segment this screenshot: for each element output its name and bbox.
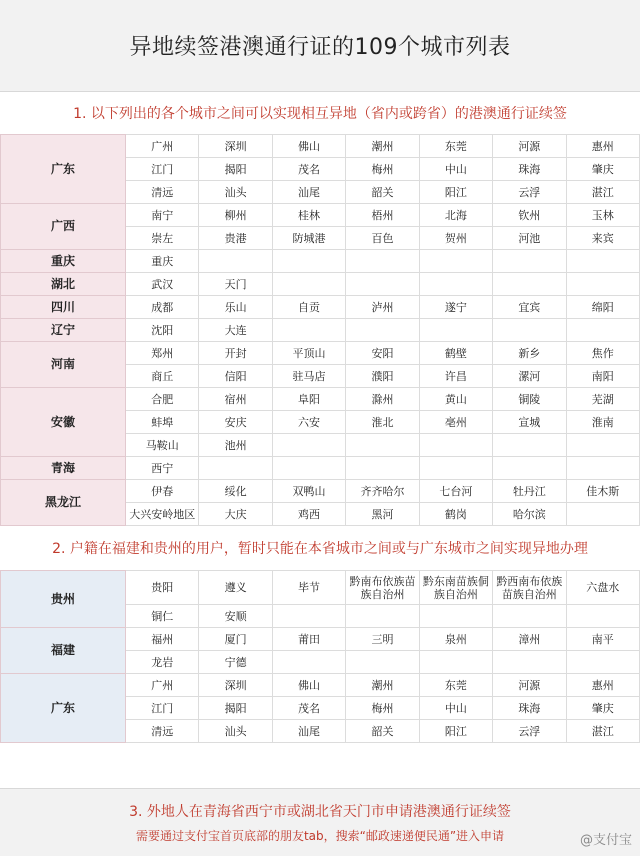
city-cell: 江门 bbox=[126, 158, 199, 181]
city-cell: 毕节 bbox=[272, 571, 345, 605]
city-cell bbox=[566, 319, 639, 342]
province-cell: 河南 bbox=[1, 342, 126, 388]
footer-line-2: 需要通过支付宝首页底部的朋友tab，搜索“邮政速递便民通”进入申请 bbox=[135, 829, 505, 843]
city-cell: 开封 bbox=[199, 342, 272, 365]
city-cell: 郑州 bbox=[126, 342, 199, 365]
city-cell: 潮州 bbox=[346, 674, 419, 697]
city-cell: 阜阳 bbox=[272, 388, 345, 411]
city-cell: 泸州 bbox=[346, 296, 419, 319]
city-cell: 池州 bbox=[199, 434, 272, 457]
city-cell: 信阳 bbox=[199, 365, 272, 388]
city-cell bbox=[419, 273, 492, 296]
city-cell: 百色 bbox=[346, 227, 419, 250]
city-cell: 梅州 bbox=[346, 158, 419, 181]
city-cell: 梧州 bbox=[346, 204, 419, 227]
city-cell: 贵阳 bbox=[126, 571, 199, 605]
city-cell: 茂名 bbox=[272, 697, 345, 720]
city-cell bbox=[566, 503, 639, 526]
city-cell: 河源 bbox=[493, 135, 566, 158]
city-cell: 东莞 bbox=[419, 135, 492, 158]
province-cell: 青海 bbox=[1, 457, 126, 480]
city-cell: 玉林 bbox=[566, 204, 639, 227]
city-cell bbox=[419, 457, 492, 480]
province-cell: 广东 bbox=[1, 674, 126, 743]
city-cell: 广州 bbox=[126, 135, 199, 158]
city-cell: 钦州 bbox=[493, 204, 566, 227]
city-cell: 重庆 bbox=[126, 250, 199, 273]
city-cell: 梅州 bbox=[346, 697, 419, 720]
city-cell: 佛山 bbox=[272, 135, 345, 158]
city-cell: 濮阳 bbox=[346, 365, 419, 388]
city-cell: 遂宁 bbox=[419, 296, 492, 319]
city-cell: 韶关 bbox=[346, 720, 419, 743]
city-cell: 汕头 bbox=[199, 720, 272, 743]
city-cell: 大兴安岭地区 bbox=[126, 503, 199, 526]
city-cell: 汕头 bbox=[199, 181, 272, 204]
table-row bbox=[1, 571, 640, 605]
province-cell: 重庆 bbox=[1, 250, 126, 273]
city-cell: 芜湖 bbox=[566, 388, 639, 411]
city-cell: 铜陵 bbox=[493, 388, 566, 411]
table-row bbox=[1, 135, 640, 158]
city-cell bbox=[493, 319, 566, 342]
city-cell: 汕尾 bbox=[272, 720, 345, 743]
city-cell: 鹤壁 bbox=[419, 342, 492, 365]
city-cell: 北海 bbox=[419, 204, 492, 227]
city-cell: 珠海 bbox=[493, 158, 566, 181]
city-cell bbox=[272, 457, 345, 480]
city-cell: 安庆 bbox=[199, 411, 272, 434]
city-cell: 阳江 bbox=[419, 720, 492, 743]
city-cell: 珠海 bbox=[493, 697, 566, 720]
city-cell: 淮南 bbox=[566, 411, 639, 434]
city-cell: 广州 bbox=[126, 674, 199, 697]
city-cell bbox=[566, 273, 639, 296]
city-cell: 江门 bbox=[126, 697, 199, 720]
city-cell: 绥化 bbox=[199, 480, 272, 503]
city-cell: 亳州 bbox=[419, 411, 492, 434]
city-cell: 黔南布依族苗族自治州 bbox=[346, 571, 419, 605]
section2-heading: 2. 户籍在福建和贵州的用户，暂时只能在本省城市之间或与广东城市之间实现异地办理 bbox=[0, 526, 640, 570]
city-cell: 伊春 bbox=[126, 480, 199, 503]
city-cell: 防城港 bbox=[272, 227, 345, 250]
province-cell: 广西 bbox=[1, 204, 126, 250]
city-cell: 贺州 bbox=[419, 227, 492, 250]
province-cell: 福建 bbox=[1, 628, 126, 674]
city-cell: 牡丹江 bbox=[493, 480, 566, 503]
watermark bbox=[580, 829, 632, 848]
city-cell: 漯河 bbox=[493, 365, 566, 388]
city-cell: 厦门 bbox=[199, 628, 272, 651]
city-cell: 乐山 bbox=[199, 296, 272, 319]
city-cell bbox=[346, 250, 419, 273]
city-cell: 遵义 bbox=[199, 571, 272, 605]
city-cell bbox=[493, 605, 566, 628]
city-cell bbox=[493, 457, 566, 480]
table-row bbox=[1, 319, 640, 342]
city-cell: 惠州 bbox=[566, 674, 639, 697]
city-cell: 西宁 bbox=[126, 457, 199, 480]
city-cell: 黔西南布依族苗族自治州 bbox=[493, 571, 566, 605]
city-cell: 许昌 bbox=[419, 365, 492, 388]
city-cell: 汕尾 bbox=[272, 181, 345, 204]
province-cell: 贵州 bbox=[1, 571, 126, 628]
city-cell: 河源 bbox=[493, 674, 566, 697]
city-cell: 哈尔滨 bbox=[493, 503, 566, 526]
city-table-2 bbox=[0, 570, 640, 743]
city-cell bbox=[346, 434, 419, 457]
table-row bbox=[1, 457, 640, 480]
city-cell: 佛山 bbox=[272, 674, 345, 697]
table-row bbox=[1, 204, 640, 227]
city-cell: 中山 bbox=[419, 158, 492, 181]
city-cell: 贵港 bbox=[199, 227, 272, 250]
city-cell bbox=[346, 273, 419, 296]
city-cell: 漳州 bbox=[493, 628, 566, 651]
city-cell: 福州 bbox=[126, 628, 199, 651]
city-cell: 驻马店 bbox=[272, 365, 345, 388]
city-cell bbox=[493, 273, 566, 296]
city-cell bbox=[272, 319, 345, 342]
city-table-1 bbox=[0, 134, 640, 526]
title-band bbox=[0, 0, 640, 92]
city-cell bbox=[346, 457, 419, 480]
province-cell: 四川 bbox=[1, 296, 126, 319]
city-cell: 鸡西 bbox=[272, 503, 345, 526]
city-cell bbox=[493, 651, 566, 674]
city-cell: 合肥 bbox=[126, 388, 199, 411]
table-row bbox=[1, 480, 640, 503]
city-cell: 清远 bbox=[126, 720, 199, 743]
city-cell: 铜仁 bbox=[126, 605, 199, 628]
city-cell: 武汉 bbox=[126, 273, 199, 296]
city-cell: 南平 bbox=[566, 628, 639, 651]
province-cell: 广东 bbox=[1, 135, 126, 204]
city-cell: 潮州 bbox=[346, 135, 419, 158]
city-cell bbox=[493, 250, 566, 273]
alipay-logo: @支付宝 bbox=[579, 833, 632, 848]
city-cell: 宜宾 bbox=[493, 296, 566, 319]
city-cell bbox=[199, 250, 272, 273]
section1-heading: 1. 以下列出的各个城市之间可以实现相互异地（省内或跨省）的港澳通行证续签 bbox=[0, 92, 640, 134]
table-row bbox=[1, 628, 640, 651]
province-cell: 辽宁 bbox=[1, 319, 126, 342]
city-cell: 东莞 bbox=[419, 674, 492, 697]
city-cell: 七台河 bbox=[419, 480, 492, 503]
table-row bbox=[1, 342, 640, 365]
city-cell bbox=[566, 434, 639, 457]
city-cell: 大连 bbox=[199, 319, 272, 342]
city-cell: 莆田 bbox=[272, 628, 345, 651]
city-cell: 六盘水 bbox=[566, 571, 639, 605]
city-cell: 三明 bbox=[346, 628, 419, 651]
city-cell: 沈阳 bbox=[126, 319, 199, 342]
city-cell: 自贡 bbox=[272, 296, 345, 319]
city-cell: 宁德 bbox=[199, 651, 272, 674]
city-cell bbox=[272, 605, 345, 628]
city-cell: 惠州 bbox=[566, 135, 639, 158]
province-cell: 黑龙江 bbox=[1, 480, 126, 526]
city-cell bbox=[419, 250, 492, 273]
city-cell: 佳木斯 bbox=[566, 480, 639, 503]
city-cell: 清远 bbox=[126, 181, 199, 204]
province-cell: 安徽 bbox=[1, 388, 126, 457]
table-row bbox=[1, 273, 640, 296]
city-cell: 龙岩 bbox=[126, 651, 199, 674]
city-cell: 宿州 bbox=[199, 388, 272, 411]
city-cell: 焦作 bbox=[566, 342, 639, 365]
city-cell: 桂林 bbox=[272, 204, 345, 227]
city-cell bbox=[272, 273, 345, 296]
city-cell: 马鞍山 bbox=[126, 434, 199, 457]
footer-line-1: 3. 外地人在青海省西宁市或湖北省天门市申请港澳通行证续签 bbox=[129, 804, 511, 820]
table-row bbox=[1, 296, 640, 319]
city-cell: 新乡 bbox=[493, 342, 566, 365]
page-title: 异地续签港澳通行证的109个城市列表 bbox=[129, 35, 511, 60]
city-cell: 云浮 bbox=[493, 720, 566, 743]
city-cell: 崇左 bbox=[126, 227, 199, 250]
city-cell bbox=[272, 250, 345, 273]
table-row bbox=[1, 388, 640, 411]
city-cell: 云浮 bbox=[493, 181, 566, 204]
city-cell: 平顶山 bbox=[272, 342, 345, 365]
city-cell: 肇庆 bbox=[566, 158, 639, 181]
city-cell bbox=[419, 651, 492, 674]
city-cell: 安阳 bbox=[346, 342, 419, 365]
city-cell: 揭阳 bbox=[199, 158, 272, 181]
city-cell: 成都 bbox=[126, 296, 199, 319]
city-cell: 商丘 bbox=[126, 365, 199, 388]
city-cell: 黔东南苗族侗族自治州 bbox=[419, 571, 492, 605]
city-cell: 南宁 bbox=[126, 204, 199, 227]
city-cell: 来宾 bbox=[566, 227, 639, 250]
city-cell: 湛江 bbox=[566, 720, 639, 743]
city-cell bbox=[419, 434, 492, 457]
city-cell: 安顺 bbox=[199, 605, 272, 628]
table-row bbox=[1, 674, 640, 697]
city-cell: 双鸭山 bbox=[272, 480, 345, 503]
city-cell: 宣城 bbox=[493, 411, 566, 434]
city-cell: 大庆 bbox=[199, 503, 272, 526]
city-cell: 深圳 bbox=[199, 135, 272, 158]
city-cell: 茂名 bbox=[272, 158, 345, 181]
city-cell: 河池 bbox=[493, 227, 566, 250]
city-cell: 南阳 bbox=[566, 365, 639, 388]
city-cell: 肇庆 bbox=[566, 697, 639, 720]
city-cell: 淮北 bbox=[346, 411, 419, 434]
city-cell: 黑河 bbox=[346, 503, 419, 526]
city-cell: 六安 bbox=[272, 411, 345, 434]
city-cell: 揭阳 bbox=[199, 697, 272, 720]
city-cell bbox=[419, 319, 492, 342]
city-cell: 黄山 bbox=[419, 388, 492, 411]
city-cell bbox=[493, 434, 566, 457]
city-cell: 阳江 bbox=[419, 181, 492, 204]
city-cell: 泉州 bbox=[419, 628, 492, 651]
footer bbox=[0, 788, 640, 856]
city-cell bbox=[272, 434, 345, 457]
city-cell: 深圳 bbox=[199, 674, 272, 697]
city-cell: 湛江 bbox=[566, 181, 639, 204]
city-cell bbox=[346, 319, 419, 342]
city-cell: 中山 bbox=[419, 697, 492, 720]
city-cell: 齐齐哈尔 bbox=[346, 480, 419, 503]
city-cell bbox=[346, 605, 419, 628]
city-cell bbox=[566, 250, 639, 273]
city-cell: 天门 bbox=[199, 273, 272, 296]
table-row bbox=[1, 250, 640, 273]
city-cell: 鹤岗 bbox=[419, 503, 492, 526]
province-cell: 湖北 bbox=[1, 273, 126, 296]
city-cell bbox=[272, 651, 345, 674]
city-cell: 蚌埠 bbox=[126, 411, 199, 434]
city-cell bbox=[566, 457, 639, 480]
city-cell: 绵阳 bbox=[566, 296, 639, 319]
city-cell bbox=[199, 457, 272, 480]
city-cell bbox=[566, 651, 639, 674]
city-cell: 韶关 bbox=[346, 181, 419, 204]
city-cell bbox=[566, 605, 639, 628]
city-cell: 柳州 bbox=[199, 204, 272, 227]
city-cell bbox=[346, 651, 419, 674]
city-cell: 滁州 bbox=[346, 388, 419, 411]
city-cell bbox=[419, 605, 492, 628]
